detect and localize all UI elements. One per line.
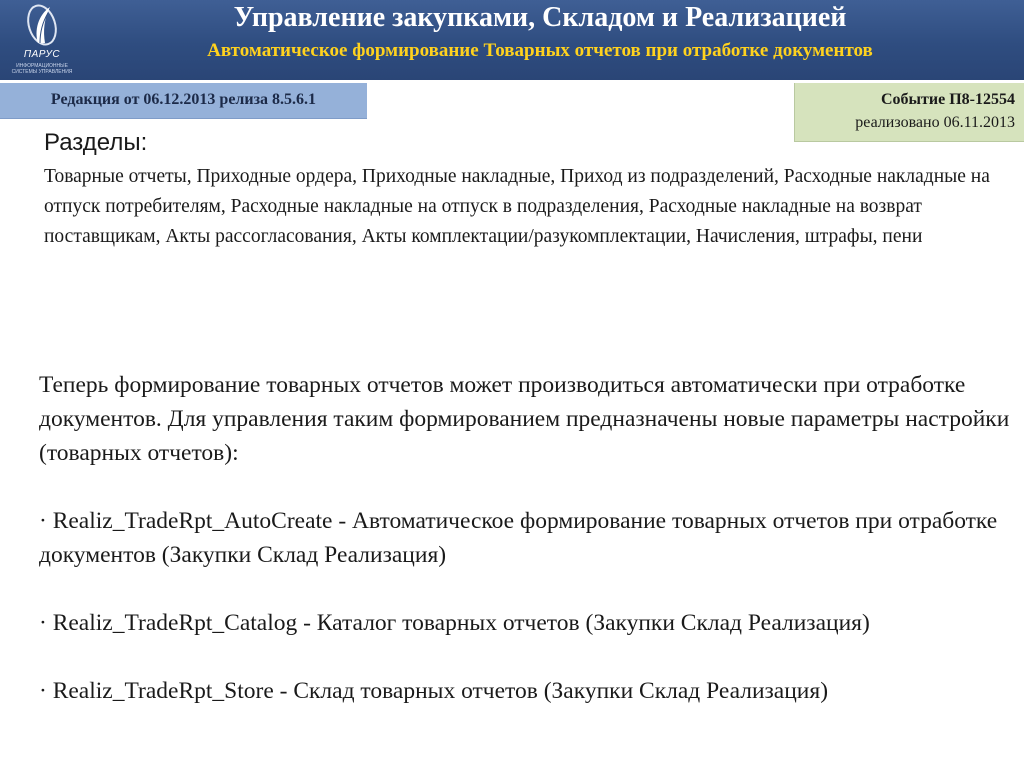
parameter-item-store: · Realiz_TradeRpt_Store - Склад товарных отчетов (Закупки Склад Реализация) <box>39 678 829 704</box>
logo-tagline: ИНФОРМАЦИОННЫЕ СИСТЕМЫ УПРАВЛЕНИЯ <box>11 63 73 75</box>
event-date: реализовано 06.11.2013 <box>855 114 1015 131</box>
parameter-item-autocreate: · Realiz_TradeRpt_AutoCreate - Автоматическое формирование товарных отчетов при отработке документов (Закупки Склад Реализация) <box>39 508 998 568</box>
event-title: Событие П8-12554 <box>881 91 1015 108</box>
description-body <box>39 368 1014 708</box>
sections-list-text: Товарные отчеты, Приходные ордера, Приходные накладные, Приход из подразделений, Расходные накладные на отпуск потребителям, Расходные накладные на отпуск в подразделения, Расходные накладные на возврат поставщикам, Акты рассогласования, Акты комплектации/разукомплектации, Начисления, штрафы, пени <box>44 166 990 247</box>
sections-heading: Разделы: <box>44 129 148 156</box>
intro-paragraph: Теперь формирование товарных отчетов может производиться автоматически при отработке документов. Для управления таким формированием предназначены новые параметры настройки (товарных отчетов): <box>39 372 1010 466</box>
company-logo <box>4 3 80 77</box>
event-badge <box>794 83 1024 142</box>
page-title: Управление закупками, Складом и Реализацией <box>233 2 847 33</box>
parus-sail-logo-icon <box>4 3 80 51</box>
parameter-item-catalog: · Realiz_TradeRpt_Catalog - Каталог товарных отчетов (Закупки Склад Реализация) <box>39 610 870 636</box>
logo-brand-text: ПАРУС <box>23 49 61 60</box>
header-banner <box>0 0 1024 80</box>
edition-text: Редакция от 06.12.2013 релиза 8.5.6.1 <box>50 91 317 108</box>
page-subtitle: Автоматическое формирование Товарных отчетов при отработке документов <box>207 40 873 61</box>
edition-badge <box>0 83 367 119</box>
